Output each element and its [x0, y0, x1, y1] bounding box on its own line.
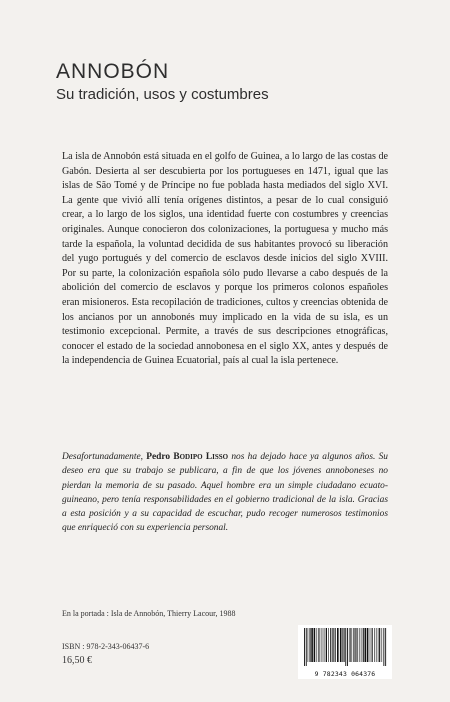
barcode-bar	[385, 628, 386, 666]
barcode-digits: 9 782343 064376	[314, 670, 376, 678]
barcode-bar	[361, 628, 362, 662]
barcode-bar	[370, 628, 371, 662]
barcode-bar	[374, 628, 375, 662]
barcode-bar	[353, 628, 354, 662]
barcode-bar	[317, 628, 318, 662]
barcode-bar	[333, 628, 334, 662]
barcode-bar	[367, 628, 369, 662]
book-description: La isla de Annobón está situada en el golfo de Guinea, a lo largo de las costas de Gabón. Desierta al ser descubierta por los portugueses en 1471, igual que las islas de São Tomé y de Príncipe no fue poblada hasta mediados del siglo XVI. La gente que vivió allí tenía orígenes distintos, a pesar de lo cual consiguió crear, a lo largo de los siglos, una identidad fuerte con costumbres y creencias originales. Aunque conocieron dos colonizaciones, la portuguesa y mucho más tarde la española, la voluntad decidida de sus habitantes provocó su liberación del yugo portugués y del comercio de esclavos desde inicios del siglo XVIII. Por su parte, la colonización española sólo pudo llevarse a cabo después de la abolición del comercio de esclavos y porque los primeros colonos españoles eran misioneros. Esta recopilación de tradiciones, cultos y creencias obtenida de los ancianos por un annobonés muy implicado en la vida de su isla, es un testimonio excepcional. Permite, a través de sus descripciones etnográficas, conocer el estado de la sociedad annobonesa en el siglo XX, antes y después de la independencia de Guinea Ecuatorial, país al cual la isla pertenece.	[62, 151, 388, 367]
barcode-bar	[321, 628, 322, 662]
barcode-bar	[318, 628, 319, 662]
barcode-bar	[310, 628, 311, 662]
barcode-bar	[337, 628, 339, 662]
barcode-bar	[332, 628, 333, 662]
barcode-bar	[345, 628, 346, 666]
author-note-intro: Desafortunadamente,	[62, 452, 147, 462]
author-name	[146, 452, 228, 462]
barcode-bar	[306, 628, 307, 666]
barcode-bar	[326, 628, 327, 662]
barcode-bar	[359, 628, 360, 662]
barcode-bar	[376, 628, 377, 662]
barcode-bar	[325, 628, 326, 662]
barcode-bar	[340, 628, 342, 662]
barcode-bar	[365, 628, 367, 662]
barcode-bar	[304, 628, 305, 666]
author-note	[62, 450, 388, 536]
barcode-bar	[311, 628, 313, 662]
barcode-bar	[330, 628, 331, 662]
book-subtitle: Su tradición, usos y costumbres	[56, 86, 269, 103]
barcode-bar	[382, 628, 383, 662]
author-last-name: Bodipo Lisso	[173, 452, 229, 462]
barcode-bar	[323, 628, 324, 662]
barcode-bar	[383, 628, 384, 666]
barcode-bar	[314, 628, 316, 662]
barcode-bars	[298, 625, 392, 669]
barcode	[298, 625, 392, 679]
barcode-bar	[352, 628, 353, 662]
barcode-bar	[335, 628, 336, 662]
barcode-bar	[357, 628, 358, 662]
barcode-bar	[372, 628, 373, 662]
barcode-bar	[355, 628, 356, 662]
barcode-bar	[344, 628, 345, 662]
barcode-bar	[328, 628, 329, 662]
isbn: ISBN : 978-2-343-06437-6	[62, 642, 150, 651]
barcode-bar	[308, 628, 309, 662]
author-note-text: nos ha dejado hace ya algunos años. Su deseo era que su trabajo se publicara, a fin de que los jóvenes annoboneses no pierdan la memoria de su pasado. Aquel hombre era un simple ciudadano ecuato-guineano, pero tenía responsabilidades en el gobierno tradicional de la isla. Gracias a esta posición y a su capacidad de escuchar, pudo recoger numerosos testimonios que enriqueció con su experiencia personal.	[62, 452, 388, 534]
barcode-bar	[347, 628, 348, 666]
barcode-bar	[349, 628, 350, 662]
barcode-bar	[378, 628, 379, 662]
barcode-bar	[350, 628, 351, 662]
title-block	[56, 60, 416, 103]
price: 16,50 €	[62, 655, 92, 666]
barcode-bar	[379, 628, 380, 662]
cover-credit: En la portada : Isla de Annobón, Thierry Lacour, 1988	[62, 609, 236, 618]
barcode-bar	[342, 628, 343, 662]
barcode-bar	[363, 628, 364, 662]
author-first-name: Pedro	[146, 452, 174, 462]
book-title: ANNOBÓN	[56, 60, 170, 83]
